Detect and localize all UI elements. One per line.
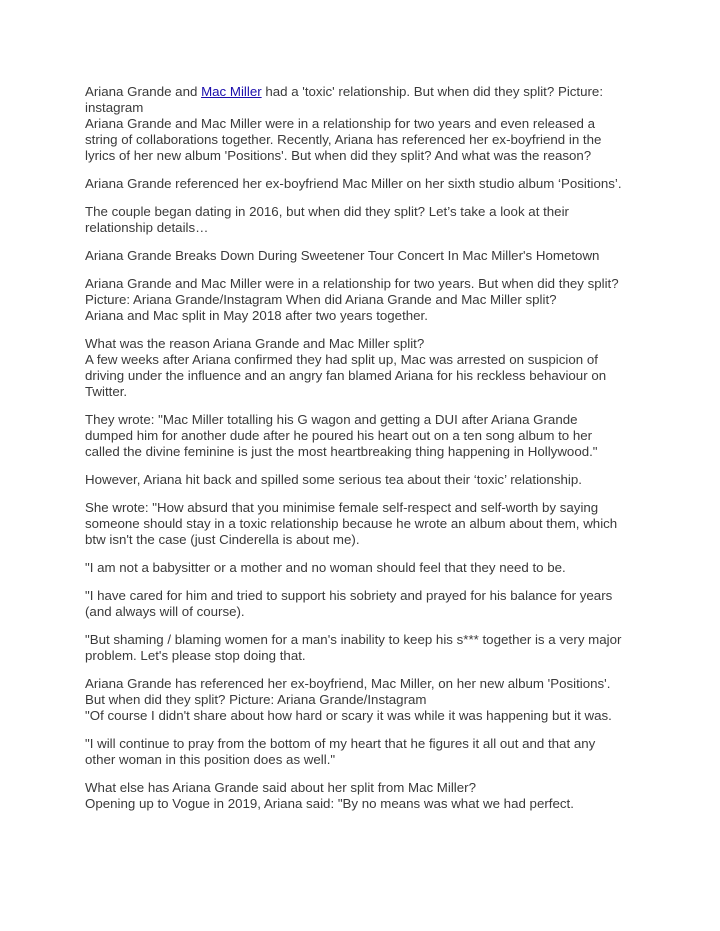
text-line: called the divine feminine is just the most heartbreaking thing happening in Hollywood." [85, 444, 598, 459]
paragraph-quote [85, 500, 633, 548]
text-line: "I am not a babysitter or a mother and no woman should feel that they need to be. [85, 560, 566, 575]
paragraph-quote [85, 412, 633, 460]
text-line: What else has Ariana Grande said about her split from Mac Miller? [85, 780, 476, 795]
text-line: Opening up to Vogue in 2019, Ariana said: "By no means was what we had perfect. [85, 796, 574, 811]
text-line: Ariana and Mac split in May 2018 after two years together. [85, 308, 428, 323]
paragraph [85, 780, 633, 812]
paragraph [85, 204, 633, 236]
paragraph [85, 276, 633, 324]
text-line: lyrics of her new album 'Positions'. But when did they split? And what was the reason? [85, 148, 592, 163]
text-line: problem. Let's please stop doing that. [85, 648, 306, 663]
text-line: instagram [85, 100, 144, 115]
mac-miller-link[interactable]: Mac Miller [201, 84, 262, 99]
paragraph [85, 472, 633, 488]
text-line: (and always will of course). [85, 604, 245, 619]
text-line: btw isn't the case (just Cinderella is about me). [85, 532, 360, 547]
text-line: Picture: Ariana Grande/Instagram When did Ariana Grande and Mac Miller split? [85, 292, 557, 307]
text-line: driving under the influence and an angry fan blamed Ariana for his reckless behaviour on [85, 368, 607, 383]
text-line: relationship details… [85, 220, 209, 235]
text-line: Ariana Grande has referenced her ex-boyfriend, Mac Miller, on her new album 'Positions'. [85, 676, 611, 691]
paragraph [85, 336, 633, 400]
paragraph [85, 176, 633, 192]
text-line: "But shaming / blaming women for a man's inability to keep his s*** together is a very major [85, 632, 622, 647]
text-line: Twitter. [85, 384, 128, 399]
paragraph-related-headline [85, 248, 633, 264]
text-line: A few weeks after Ariana confirmed they had split up, Mac was arrested on suspicion of [85, 352, 598, 367]
text-line: They wrote: "Mac Miller totalling his G wagon and getting a DUI after Ariana Grande [85, 412, 578, 427]
text-line: dumped him for another dude after he poured his heart out on a ten song album to her [85, 428, 593, 443]
text-line: "Of course I didn't share about how hard or scary it was while it was happening but it was. [85, 708, 612, 723]
paragraph-quote [85, 560, 633, 576]
text-line: Ariana Grande and Mac Miller were in a relationship for two years and even released a [85, 116, 595, 131]
text-line: The couple began dating in 2016, but when did they split? Let’s take a look at their [85, 204, 569, 219]
text-line: other woman in this position does as well." [85, 752, 336, 767]
text-line: Ariana Grande Breaks Down During Sweetener Tour Concert In Mac Miller's Hometown [85, 248, 600, 263]
text-line: But when did they split? Picture: Ariana Grande/Instagram [85, 692, 427, 707]
paragraph-quote [85, 632, 633, 664]
text-line: What was the reason Ariana Grande and Mac Miller split? [85, 336, 425, 351]
paragraph-quote [85, 736, 633, 768]
text-line: "I have cared for him and tried to support his sobriety and prayed for his balance for years [85, 588, 613, 603]
text-line: She wrote: "How absurd that you minimise female self-respect and self-worth by saying [85, 500, 599, 515]
text-line: string of collaborations together. Recently, Ariana has referenced her ex-boyfriend in the [85, 132, 602, 147]
paragraph-quote [85, 588, 633, 620]
text-line [85, 84, 633, 100]
text-span: had a 'toxic' relationship. But when did they split? Picture: [261, 84, 604, 99]
text-span: Ariana Grande and [85, 84, 202, 99]
paragraph [85, 676, 633, 724]
text-line: someone should stay in a toxic relationship because he wrote an album about them, which [85, 516, 618, 531]
text-line: Ariana Grande referenced her ex-boyfriend Mac Miller on her sixth studio album ‘Positions’. [85, 176, 622, 191]
paragraph-intro [85, 84, 633, 164]
article-body [85, 84, 633, 824]
text-line: However, Ariana hit back and spilled some serious tea about their ‘toxic’ relationship. [85, 472, 582, 487]
text-line: Ariana Grande and Mac Miller were in a relationship for two years. But when did they split? [85, 276, 619, 291]
text-line: "I will continue to pray from the bottom of my heart that he figures it all out and that any [85, 736, 596, 751]
